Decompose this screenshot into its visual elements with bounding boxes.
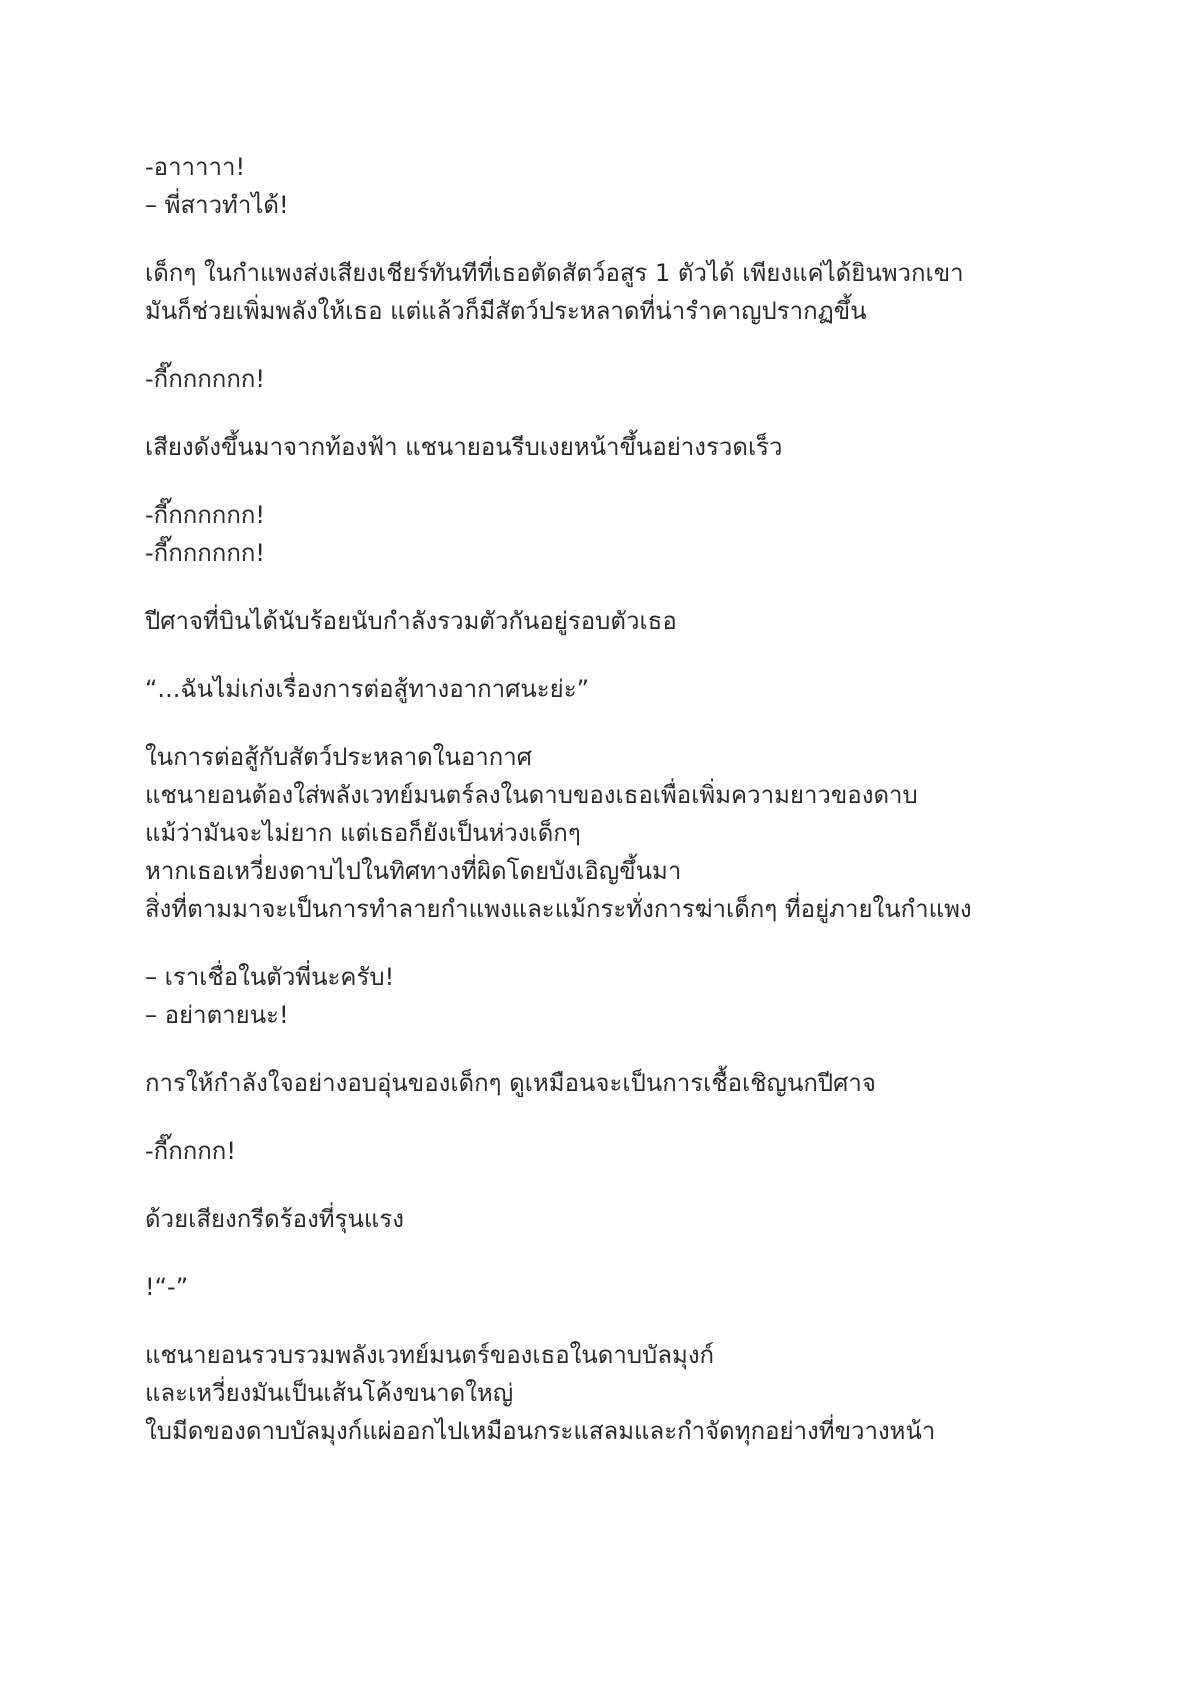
text-line: -กี๊กกกก! <box>145 1137 236 1165</box>
text-line: การให้กำลังใจอย่างอบอุ่นของเด็กๆ ดูเหมือนจะเป็นการเชื้อเชิญนกปีศาจ <box>145 1069 876 1097</box>
paragraph-11 <box>145 1132 1045 1170</box>
text-line: – เราเชื่อในตัวพี่นะครับ! <box>145 963 395 991</box>
paragraph-2 <box>145 254 1045 330</box>
paragraph-14 <box>145 1336 1045 1450</box>
text-line: และเหวี่ยงมันเป็นเส้นโค้งขนาดใหญ่ <box>145 1379 514 1407</box>
text-line: ปีศาจที่บินได้นับร้อยนับกำลังรวมตัวกันอยู่รอบตัวเธอ <box>145 607 677 635</box>
text-line: !“-” <box>145 1273 189 1301</box>
text-line: แชนายอนรวบรวมพลังเวทย์มนตร์ของเธอในดาบบัลมุงก์ <box>145 1341 715 1369</box>
paragraph-8 <box>145 738 1045 928</box>
text-line: เสียงดังขึ้นมาจากท้องฟ้า แชนายอนรีบเงยหน้าขึ้นอย่างรวดเร็ว <box>145 433 783 461</box>
text-line: ในการต่อสู้กับสัตว์ประหลาดในอากาศ <box>145 743 533 771</box>
text-line: หากเธอเหวี่ยงดาบไปในทิศทางที่ผิดโดยบังเอิญขึ้นมา <box>145 857 682 885</box>
paragraph-5 <box>145 496 1045 572</box>
text-line: -กี๊กกกกกก! <box>145 365 265 393</box>
text-line: -กี๊กกกกกก! <box>145 501 265 529</box>
text-line: แชนายอนต้องใส่พลังเวทย์มนตร์ลงในดาบของเธอเพื่อเพิ่มความยาวของดาบ <box>145 781 918 809</box>
text-line: สิ่งที่ตามมาจะเป็นการทำลายกำแพงและแม้กระทั่งการฆ่าเด็กๆ ที่อยู่ภายในกำแพง <box>145 895 972 923</box>
paragraph-1 <box>145 148 1045 224</box>
text-line: -อาาาาา! <box>145 153 246 181</box>
paragraph-10 <box>145 1064 1045 1102</box>
paragraph-4 <box>145 428 1045 466</box>
document-body <box>145 148 1045 1480</box>
text-line: แม้ว่ามันจะไม่ยาก แต่เธอก็ยังเป็นห่วงเด็กๆ <box>145 819 581 847</box>
text-line: ใบมีดของดาบบัลมุงก์แผ่ออกไปเหมือนกระแสลมและกำจัดทุกอย่างที่ขวางหน้า <box>145 1417 936 1445</box>
text-line: – พี่สาวทำได้! <box>145 191 289 219</box>
paragraph-13 <box>145 1268 1045 1306</box>
text-line: ด้วยเสียงกรีดร้องที่รุนแรง <box>145 1205 404 1233</box>
paragraph-6 <box>145 602 1045 640</box>
text-line: -กี๊กกกกกก! <box>145 539 265 567</box>
text-line: เด็กๆ ในกำแพงส่งเสียงเชียร์ทันทีที่เธอตัดสัตว์อสูร 1 ตัวได้ เพียงแค่ได้ยินพวกเขา <box>145 259 964 287</box>
text-line: – อย่าตายนะ! <box>145 1001 289 1029</box>
text-line: “...ฉันไม่เก่งเรื่องการต่อสู้ทางอากาศนะย่ะ” <box>145 675 590 703</box>
paragraph-12 <box>145 1200 1045 1238</box>
text-line: มันก็ช่วยเพิ่มพลังให้เธอ แต่แล้วก็มีสัตว์ประหลาดที่น่ารำคาญปรากฏขึ้น <box>145 297 867 325</box>
paragraph-3 <box>145 360 1045 398</box>
paragraph-9 <box>145 958 1045 1034</box>
paragraph-7 <box>145 670 1045 708</box>
